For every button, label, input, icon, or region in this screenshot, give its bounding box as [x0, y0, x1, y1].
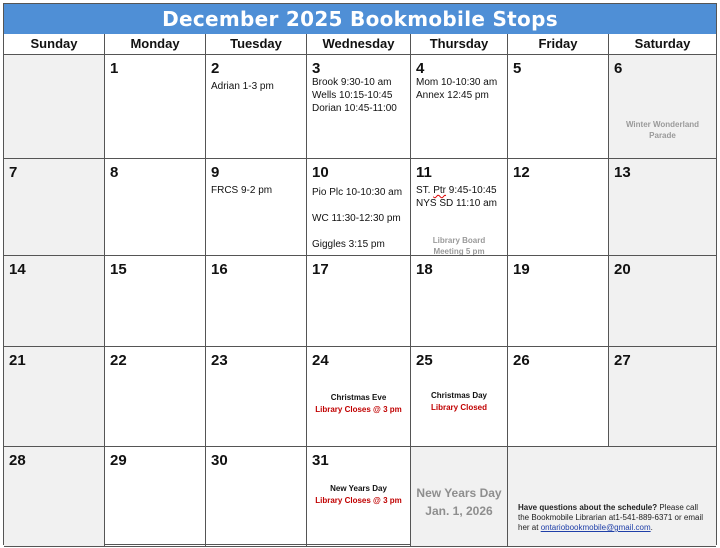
calendar-grid: [4, 34, 716, 547]
day-cell: [4, 347, 105, 447]
note-library-board: Library Board Meeting 5 pm: [432, 236, 486, 256]
day-number: 11: [416, 164, 432, 181]
email-link[interactable]: ontariobookmobile@gmail.com: [540, 523, 651, 532]
calendar-title: December 2025 Bookmobile Stops: [4, 4, 716, 34]
day-number: 10: [312, 164, 329, 181]
day-number: 30: [211, 452, 228, 469]
day-number: 1: [110, 60, 119, 77]
event-list: [211, 184, 272, 197]
contact-info-cell: [508, 447, 716, 547]
contact-text-end: .: [650, 523, 653, 532]
day-number: 29: [110, 452, 127, 469]
event-item: Mom 10-10:30 am: [416, 77, 498, 88]
day-cell: [508, 256, 609, 347]
note-library-closes: Library Closes @ 3 pm: [315, 496, 402, 505]
day-number: 21: [9, 352, 26, 369]
day-number: 17: [312, 261, 329, 278]
day-cell: [206, 55, 307, 159]
day-cell: [105, 159, 206, 256]
event-item: WC 11:30-12:30 pm: [312, 213, 401, 224]
day-cell: [609, 55, 716, 159]
event-item: Wells 10:15-10:45: [312, 90, 393, 101]
note-christmas-eve: Christmas Eve: [330, 393, 387, 402]
day-number: 16: [211, 261, 228, 278]
day-cell: [307, 55, 411, 159]
event-list: [416, 184, 497, 210]
event-item: Pio Plc 10-10:30 am: [312, 187, 403, 198]
day-cell-empty: [411, 447, 508, 547]
day-number: 22: [110, 352, 127, 369]
day-number: 20: [614, 261, 631, 278]
day-cell: [508, 347, 609, 447]
day-number: 28: [9, 452, 26, 469]
calendar: [3, 3, 717, 545]
note-winter-parade: Winter Wonderland Parade: [625, 120, 700, 140]
event-item: Brook 9:30-10 am: [312, 77, 392, 88]
day-cell: [307, 447, 411, 547]
day-cell: [206, 256, 307, 347]
day-number: 7: [9, 164, 18, 181]
day-cell: [411, 159, 508, 256]
day-number: 12: [513, 164, 530, 181]
day-number: 3: [312, 60, 321, 77]
day-cell: [206, 447, 307, 547]
day-number: 26: [513, 352, 530, 369]
day-cell: [105, 55, 206, 159]
note-library-closes: Library Closes @ 3 pm: [315, 405, 402, 414]
day-number: 2: [211, 60, 220, 77]
day-number: 23: [211, 352, 228, 369]
day-number: 8: [110, 164, 119, 181]
day-number: 9: [211, 164, 220, 181]
week-row: [4, 447, 716, 547]
weekday-monday: Monday: [105, 34, 206, 55]
day-cell: [411, 55, 508, 159]
event-word: Ptr: [433, 185, 447, 196]
event-item: NYS SD 11:10 am: [416, 198, 497, 209]
day-cell: [4, 256, 105, 347]
week-row: [4, 55, 716, 159]
day-number: 6: [614, 60, 623, 77]
event-time: 9:45-10:45: [446, 185, 497, 196]
week-row: [4, 347, 716, 447]
day-cell: [609, 159, 716, 256]
event-list: [312, 76, 397, 115]
day-cell: [206, 347, 307, 447]
day-cell: [105, 256, 206, 347]
note-nyd-title: New Years Day: [416, 486, 502, 500]
day-number: 4: [416, 60, 425, 77]
day-cell: [411, 347, 508, 447]
day-number: 14: [9, 261, 26, 278]
day-cell: [307, 347, 411, 447]
contact-question: Have questions about the schedule?: [518, 503, 658, 512]
day-number: 15: [110, 261, 127, 278]
weekday-thursday: Thursday: [411, 34, 508, 55]
day-cell: [609, 347, 716, 447]
week-row: [4, 159, 716, 256]
day-cell: [4, 447, 105, 547]
note-new-years-day: New Years Day: [330, 484, 387, 493]
event-item: [416, 184, 497, 197]
day-cell: [105, 447, 206, 547]
day-cell-empty: [4, 55, 105, 159]
day-number: 13: [614, 164, 631, 181]
contact-info: [518, 503, 708, 533]
day-number: 27: [614, 352, 631, 369]
day-number: 24: [312, 352, 329, 369]
note-library-closed: Library Closed: [430, 403, 487, 412]
day-number: 25: [416, 352, 433, 369]
event-list: [211, 80, 274, 93]
weekday-saturday: Saturday: [609, 34, 716, 55]
contact-text: Please call the Bookmobile Librarian at1-541-889-6371 or email her at: [518, 503, 703, 532]
day-cell: [609, 256, 716, 347]
weekday-sunday: Sunday: [4, 34, 105, 55]
event-item: Dorian 10:45-11:00: [312, 103, 397, 114]
note-nyd-date: Jan. 1, 2026: [425, 504, 493, 518]
day-cell: [508, 55, 609, 159]
note-christmas-day: Christmas Day: [430, 391, 488, 400]
weekday-wednesday: Wednesday: [307, 34, 411, 55]
event-item: Annex 12:45 pm: [416, 90, 489, 101]
weekday-tuesday: Tuesday: [206, 34, 307, 55]
week-row: [4, 256, 716, 347]
event-item: FRCS 9-2 pm: [211, 185, 273, 196]
day-number: 31: [312, 452, 329, 469]
day-number: 18: [416, 261, 433, 278]
event-list: [416, 76, 497, 102]
day-cell: [508, 159, 609, 256]
event-prefix: ST.: [416, 185, 434, 196]
day-cell: [307, 159, 411, 256]
weekday-header: [4, 34, 716, 55]
event-item: Adrian 1-3 pm: [211, 81, 274, 92]
event-list: [312, 186, 402, 251]
day-cell: [4, 159, 105, 256]
day-cell: [307, 256, 411, 347]
day-number: 5: [513, 60, 522, 77]
day-cell: [206, 159, 307, 256]
weekday-friday: Friday: [508, 34, 609, 55]
event-item: Giggles 3:15 pm: [312, 239, 385, 250]
day-number: 19: [513, 261, 530, 278]
day-cell: [105, 347, 206, 447]
day-cell: [411, 256, 508, 347]
